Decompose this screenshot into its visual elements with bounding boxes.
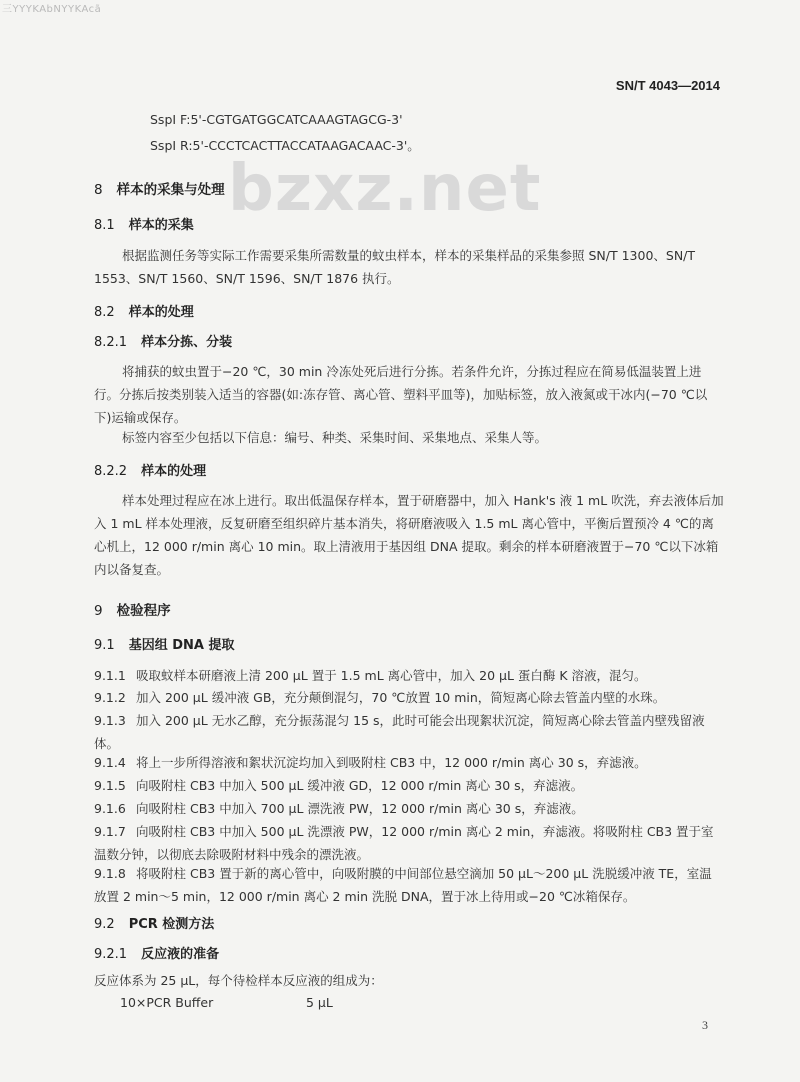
watermark: bzxz.net — [228, 152, 542, 226]
section-number: 8.2 — [94, 305, 115, 320]
section-number: 9.2 — [94, 917, 115, 932]
step-number: 9.1.7 — [94, 824, 126, 839]
step-number: 9.1.3 — [94, 713, 126, 728]
section-number: 8 — [94, 182, 103, 198]
section-title: 反应液的准备 — [141, 947, 220, 962]
step-text: 吸取蚊样本研磨液上清 200 μL 置于 1.5 mL 离心管中，加入 20 μL 蛋白酶 K 溶液，混匀。 — [136, 668, 647, 683]
step-number: 9.1.2 — [94, 690, 126, 705]
step-item — [94, 797, 724, 820]
step-text: 将吸附柱 CB3 置于新的离心管中，向吸附膜的中间部位悬空滴加 50 μL～200 μL 洗脱缓冲液 TE，室温放置 2 min～5 min，12 000 r/min 离心 2 min 洗脱 DNA，置于冰上待用或−20 ℃冰箱保存。 — [94, 866, 712, 904]
section-9-2-1-paragraph: 反应体系为 25 μL，每个待检样本反应液的组成为： — [94, 973, 383, 988]
section-title: 基因组 DNA 提取 — [128, 638, 235, 653]
section-9-2-heading — [94, 913, 214, 932]
section-number: 9 — [94, 603, 103, 619]
step-number: 9.1.6 — [94, 801, 126, 816]
step-text: 向吸附柱 CB3 中加入 500 μL 洗漂液 PW，12 000 r/min 离心 2 min，弃滤液。将吸附柱 CB3 置于室温数分钟，以彻底去除吸附材料中残余的漂洗液。 — [94, 824, 714, 862]
section-title: 检验程序 — [116, 603, 171, 619]
section-9-2-1-heading — [94, 943, 219, 962]
reagent-name: 10×PCR Buffer — [120, 995, 214, 1010]
step-text: 将上一步所得溶液和絮状沉淀均加入到吸附柱 CB3 中，12 000 r/min 离心 30 s，弃滤液。 — [136, 755, 647, 770]
page-number: 3 — [702, 1018, 708, 1032]
section-8-2-heading — [94, 301, 194, 320]
section-title: 样本的处理 — [141, 464, 207, 479]
top-margin-mark: 三YYYKAbNYYKAcã — [2, 4, 102, 15]
step-item — [94, 686, 724, 709]
step-text: 向吸附柱 CB3 中加入 500 μL 缓冲液 GD，12 000 r/min 离心 30 s，弃滤液。 — [136, 778, 584, 793]
primer-reverse: SspI R:5'-CCCTCACTTACCATAAGACAAC-3'。 — [150, 138, 420, 153]
section-title: 样本分拣、分装 — [141, 335, 233, 350]
section-8-2-1-heading — [94, 331, 232, 350]
step-number: 9.1.8 — [94, 866, 126, 881]
step-number: 9.1.1 — [94, 668, 126, 683]
section-8-2-1-paragraph-2: 标签内容至少包括以下信息：编号、种类、采集时间、采集地点、采集人等。 — [122, 430, 548, 445]
section-8-heading — [94, 178, 225, 198]
section-8-2-1-paragraph-1: 将捕获的蚊虫置于−20 ℃，30 min 冷冻处死后进行分拣。若条件允许，分拣过程应在简易低温装置上进行。分拣后按类别装入适当的容器(如:冻存管、离心管、塑料平皿等)，加贴标签，放入液氮或干冰内(−70 ℃以下)运输或保存。 — [94, 364, 708, 425]
step-item — [94, 751, 724, 774]
step-number: 9.1.5 — [94, 778, 126, 793]
step-item — [94, 774, 724, 797]
primer-forward: SspI F:5'-CGTGATGGCATCAAAGTAGCG-3' — [150, 112, 403, 127]
step-item — [94, 709, 724, 755]
section-title: PCR 检测方法 — [128, 917, 215, 932]
section-title: 样本的处理 — [128, 305, 194, 320]
step-item — [94, 820, 724, 866]
section-title: 样本的采集与处理 — [116, 182, 225, 198]
section-number: 9.1 — [94, 638, 115, 653]
step-item — [94, 862, 724, 908]
section-number: 8.2.2 — [94, 464, 128, 479]
section-8-2-2-heading — [94, 460, 206, 479]
step-item — [94, 664, 724, 687]
section-number: 9.2.1 — [94, 947, 128, 962]
section-title: 样本的采集 — [128, 218, 194, 233]
step-text: 向吸附柱 CB3 中加入 700 μL 漂洗液 PW，12 000 r/min 离心 30 s，弃滤液。 — [136, 801, 584, 816]
step-number: 9.1.4 — [94, 755, 126, 770]
reagent-amount: 5 μL — [306, 995, 333, 1010]
step-text: 加入 200 μL 无水乙醇，充分振荡混匀 15 s，此时可能会出现絮状沉淀，简短离心除去管盖内壁残留液体。 — [94, 713, 705, 751]
section-8-2-2-paragraph: 样本处理过程应在冰上进行。取出低温保存样本，置于研磨器中，加入 Hank's 液 1 mL 吹洗，弃去液体后加入 1 mL 样本处理液，反复研磨至组织碎片基本消失，将研磨液吸入 1.5 mL 离心管中，平衡后置预冷 4 ℃的离心机上，12 000 r/min 离心 10 min。取上清液用于基因组 DNA 提取。剩余的样本研磨液置于−70 ℃以下冰箱内以备复查。 — [94, 493, 724, 577]
section-9-heading — [94, 599, 171, 619]
section-number: 8.1 — [94, 218, 115, 233]
section-9-1-heading — [94, 634, 234, 653]
section-number: 8.2.1 — [94, 335, 128, 350]
step-text: 加入 200 μL 缓冲液 GB，充分颠倒混匀，70 ℃放置 10 min，简短离心除去管盖内壁的水珠。 — [136, 690, 666, 705]
section-8-1-paragraph: 根据监测任务等实际工作需要采集所需数量的蚊虫样本，样本的采集样品的采集参照 SN/T 1300、SN/T 1553、SN/T 1560、SN/T 1596、SN/T 1876 执行。 — [94, 248, 696, 286]
section-8-1-heading — [94, 214, 194, 233]
standard-number: SN/T 4043—2014 — [615, 78, 720, 93]
